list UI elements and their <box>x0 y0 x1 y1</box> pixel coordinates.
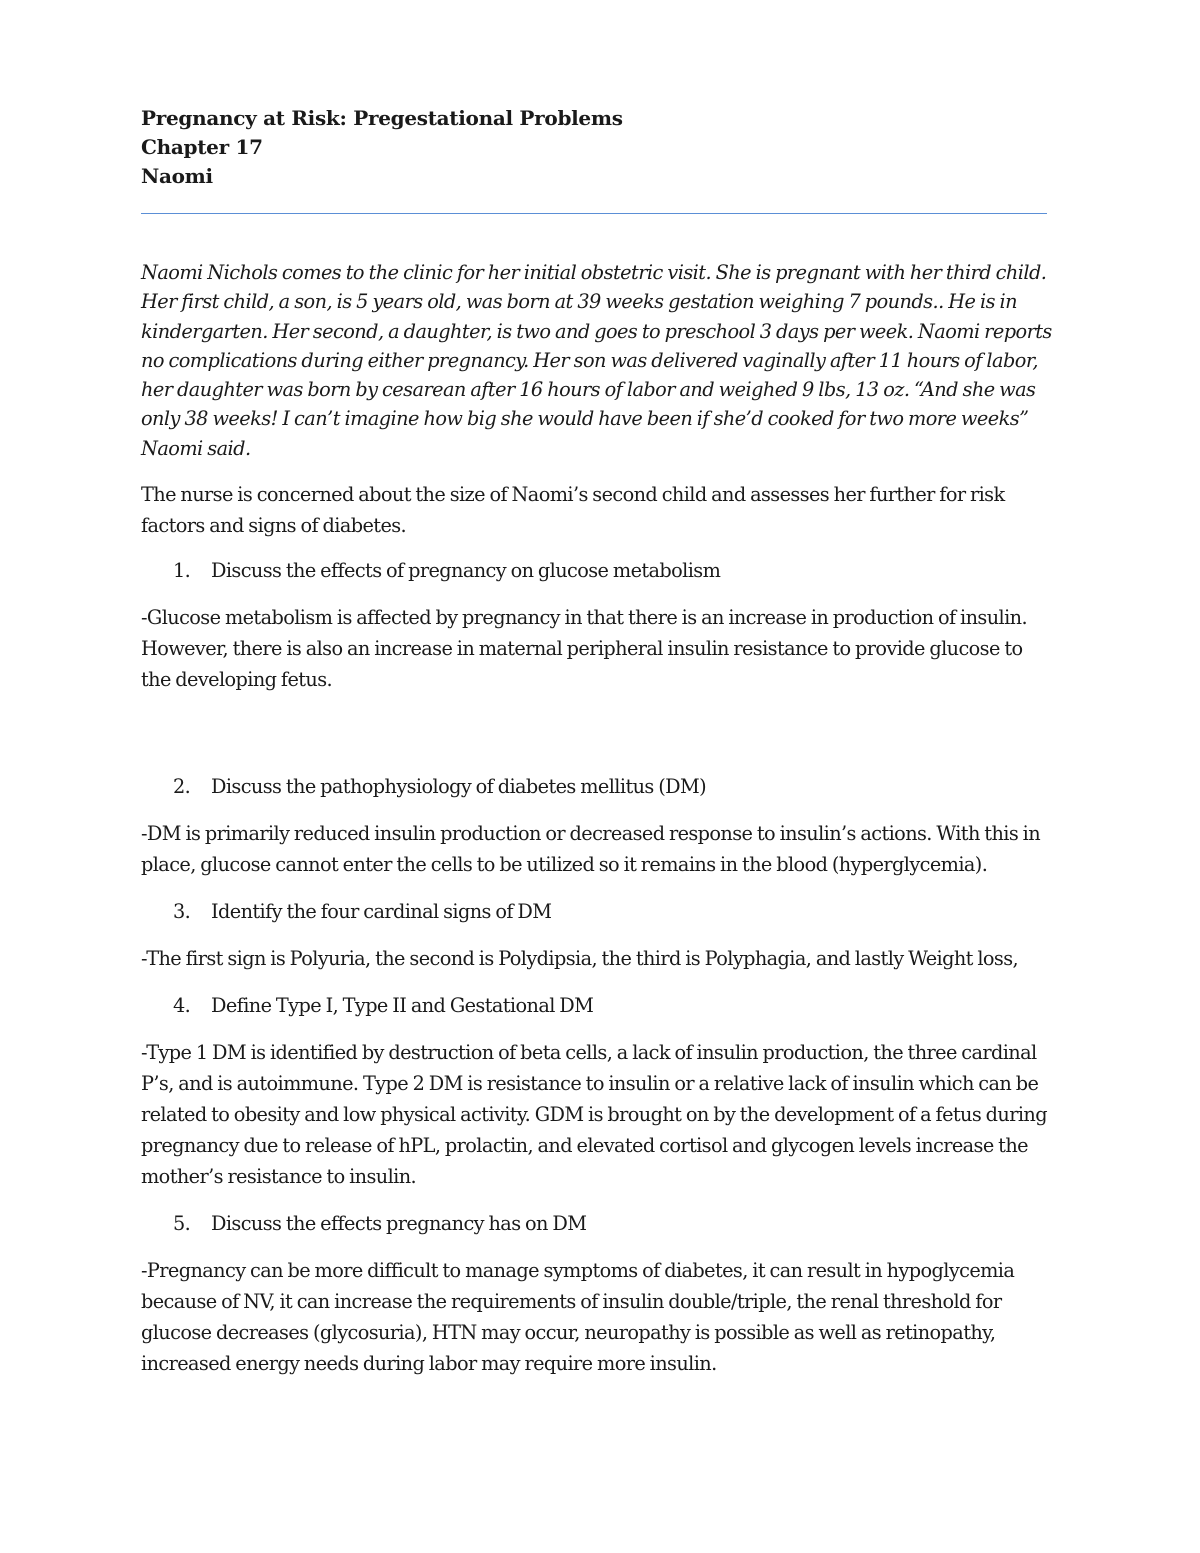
answer-1: -Glucose metabolism is affected by pregnancy in that there is an increase in production of insulin. However, there is also an increase in maternal peripheral insulin resistance to provide glucose to the developing fetus. <box>141 606 1028 692</box>
question-number: 1. <box>173 559 191 583</box>
answer-2: -DM is primarily reduced insulin production or decreased response to insulin’s actions. With this in place, glucose cannot enter the cells to be utilized so it remains in the blood (hyperglycemia). <box>141 822 1041 877</box>
question-text: Discuss the effects of pregnancy on glucose metabolism <box>211 559 721 583</box>
answer-5: -Pregnancy can be more difficult to manage symptoms of diabetes, it can result in hypoglycemia because of NV, it can increase the requirements of insulin double/triple, the renal threshold for glucose decreases (glycosuria), HTN may occur, neuropathy is possible as well as retinopathy, increased energy needs during labor may require more insulin. <box>141 1259 1015 1376</box>
question-3 <box>141 896 1053 927</box>
question-5 <box>141 1208 1053 1239</box>
question-text: Identify the four cardinal signs of DM <box>211 900 552 924</box>
student-name: Naomi <box>141 164 213 188</box>
chapter-label: Chapter 17 <box>141 135 263 159</box>
question-number: 3. <box>173 900 191 924</box>
intro-paragraph: The nurse is concerned about the size of Naomi’s second child and assesses her further for risk factors and signs of diabetes. <box>141 483 1005 538</box>
header-divider <box>141 213 1047 214</box>
document-title: Pregnancy at Risk: Pregestational Problems <box>141 106 623 130</box>
question-4 <box>141 990 1053 1021</box>
question-text: Define Type I, Type II and Gestational DM <box>211 994 594 1018</box>
document-page <box>141 104 1053 1379</box>
question-number: 5. <box>173 1212 191 1236</box>
question-1 <box>141 555 1053 586</box>
answer-4: -Type 1 DM is identified by destruction of beta cells, a lack of insulin production, the three cardinal P’s, and is autoimmune. Type 2 DM is resistance to insulin or a relative lack of insulin which can be related to obesity and low physical activity. GDM is brought on by the development of a fetus during pregnancy due to release of hPL, prolactin, and elevated cortisol and glycogen levels increase the mother’s resistance to insulin. <box>141 1041 1047 1189</box>
question-number: 2. <box>173 775 191 799</box>
question-2 <box>141 771 1053 802</box>
question-text: Discuss the pathophysiology of diabetes mellitus (DM) <box>211 775 707 799</box>
case-study-text: Naomi Nichols comes to the clinic for her initial obstetric visit. She is pregnant with her third child. Her first child, a son, is 5 years old, was born at 39 weeks gestation weighing 7 pounds.. He is in kindergarten. Her second, a daughter, is two and goes to preschool 3 days per week. Naomi reports no complications during either pregnancy. Her son was delivered vaginally after 11 hours of labor, her daughter was born by cesarean after 16 hours of labor and weighed 9 lbs, 13 oz. “And she was only 38 weeks! I can’t imagine how big she would have been if she’d cooked for two more weeks” Naomi said. <box>141 261 1052 460</box>
question-text: Discuss the effects pregnancy has on DM <box>211 1212 587 1236</box>
question-number: 4. <box>173 994 191 1018</box>
answer-3: -The first sign is Polyuria, the second is Polydipsia, the third is Polyphagia, and lastly Weight loss, <box>141 947 1019 971</box>
